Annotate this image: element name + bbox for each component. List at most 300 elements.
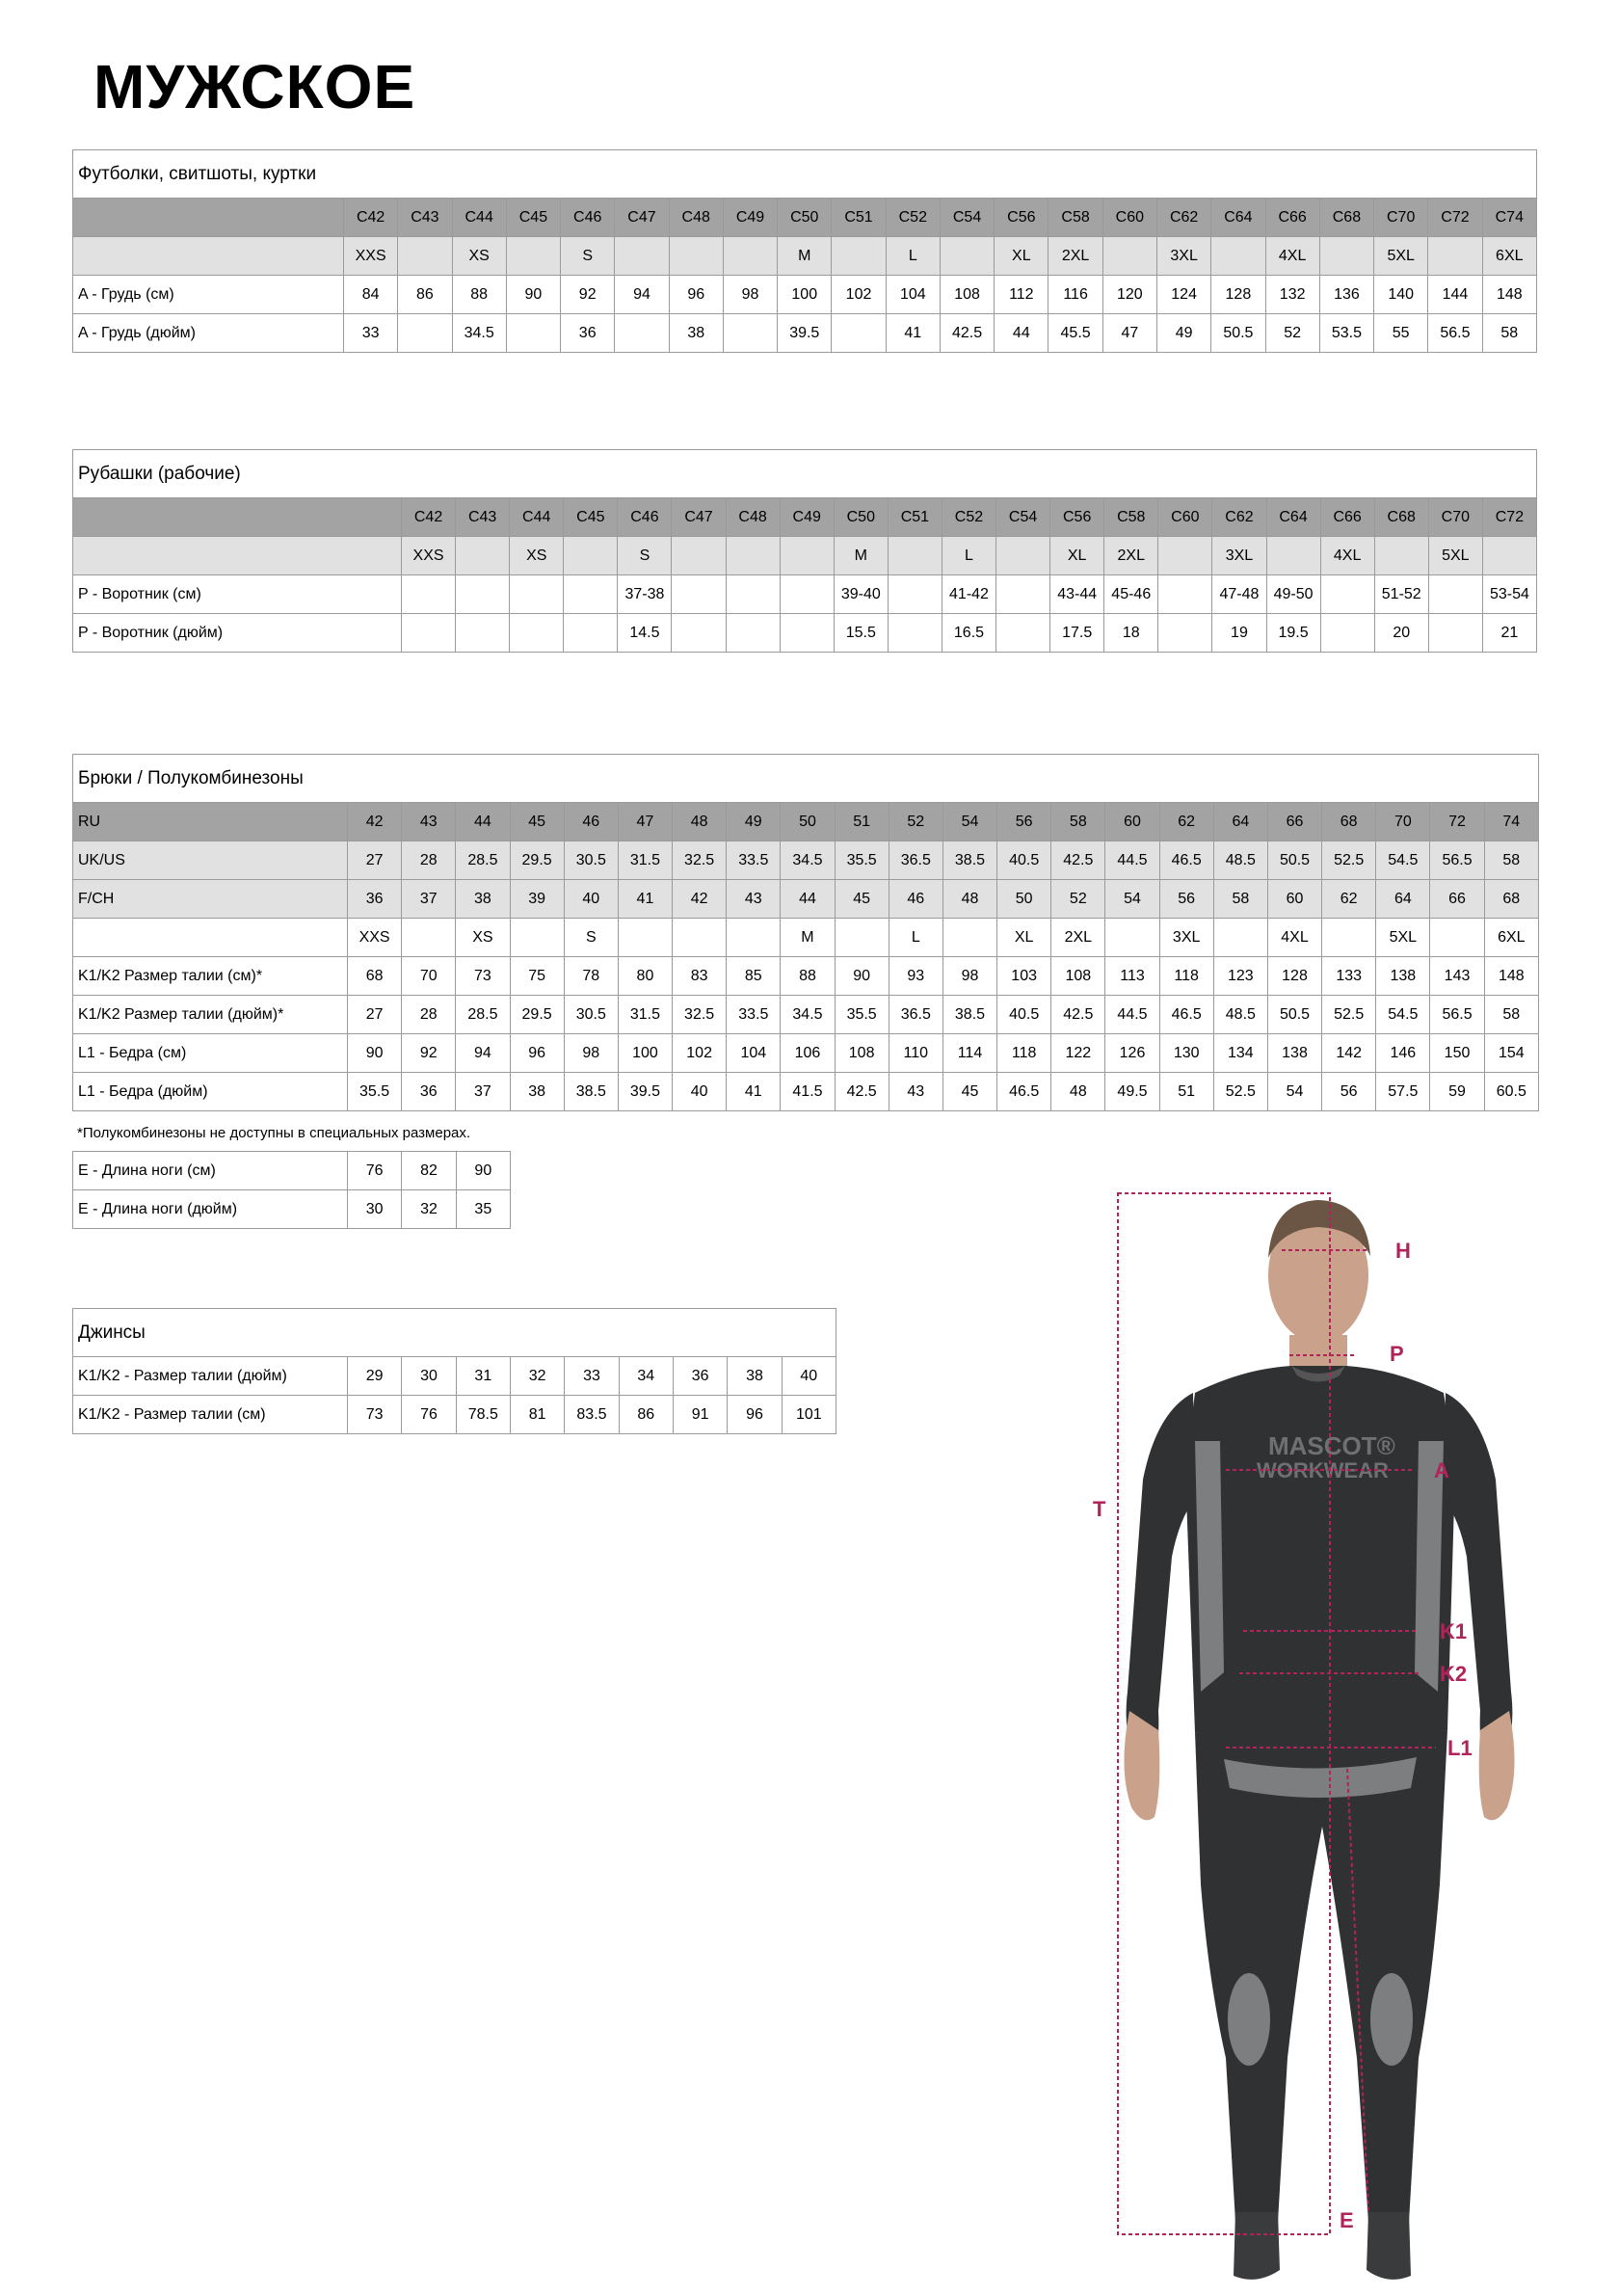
table-cell: 54 (1267, 1073, 1321, 1111)
table-caption: Брюки / Полукомбинезоны (73, 755, 1539, 803)
table-cell (780, 614, 834, 653)
table-cell: XXS (348, 919, 402, 957)
table-cell: C56 (1050, 498, 1104, 537)
table-cell: 124 (1156, 276, 1210, 314)
letter-size-row (73, 237, 1537, 276)
table-cell: 56 (997, 803, 1051, 841)
table-cell: XXS (402, 537, 456, 575)
table-cell: 32.5 (673, 841, 727, 880)
table-cell: 31.5 (618, 841, 672, 880)
row-label: K1/K2 Размер талии (см)* (73, 957, 348, 996)
table-cell: 52 (889, 803, 942, 841)
table-cell: C60 (1158, 498, 1212, 537)
letter-size-row (73, 919, 1539, 957)
table-cell: 36 (402, 1073, 456, 1111)
table-cell: 86 (398, 276, 452, 314)
table-cell: 76 (402, 1396, 456, 1434)
table-cell: 50.5 (1267, 841, 1321, 880)
table-cell: 30.5 (564, 841, 618, 880)
table-cell: 59 (1430, 1073, 1484, 1111)
table-cell: 40 (782, 1357, 836, 1396)
table-cell: 50 (781, 803, 835, 841)
row-label (73, 537, 402, 575)
table-cell (456, 614, 510, 653)
table-cell: 51-52 (1374, 575, 1428, 614)
table-cell: 2XL (1104, 537, 1158, 575)
table-cell: 5XL (1374, 237, 1428, 276)
table-cell: C62 (1212, 498, 1266, 537)
table-cell: 33.5 (727, 996, 781, 1034)
table-cell: 148 (1482, 276, 1536, 314)
table-cell: 83.5 (565, 1396, 619, 1434)
table-cell: 49 (1156, 314, 1210, 353)
table-cell: 46 (889, 880, 942, 919)
table-cell: 34.5 (452, 314, 506, 353)
table-cell: 96 (728, 1396, 782, 1434)
table-cell: 128 (1211, 276, 1265, 314)
table-cell: 20 (1374, 614, 1428, 653)
table-cell: 6XL (1482, 237, 1536, 276)
table-cell: M (778, 237, 832, 276)
leg-length-section (72, 1151, 511, 1229)
table-cell: 52.5 (1213, 1073, 1267, 1111)
table-cell: 104 (727, 1034, 781, 1073)
table-cell: 38.5 (942, 841, 996, 880)
table-cell: 56.5 (1430, 996, 1484, 1034)
table-cell: M (781, 919, 835, 957)
table-cell: 29 (348, 1357, 402, 1396)
table-cell: 38 (456, 880, 510, 919)
table-cell: 64 (1376, 880, 1430, 919)
table-cell: L (886, 237, 940, 276)
table-cell: 42 (673, 880, 727, 919)
table-cell: 30 (348, 1190, 402, 1229)
table-cell: 100 (618, 1034, 672, 1073)
table-cell: S (564, 919, 618, 957)
table-cell: 55 (1374, 314, 1428, 353)
table-caption: Рубашки (рабочие) (73, 450, 1537, 498)
table-cell: C54 (996, 498, 1050, 537)
table-cell: 96 (669, 276, 723, 314)
table-cell (1320, 614, 1374, 653)
knee-panel-left (1370, 1973, 1413, 2066)
table-cell: 46.5 (1159, 996, 1213, 1034)
table-cell (510, 575, 564, 614)
table-cell: 36 (561, 314, 615, 353)
table-cell: 27 (348, 996, 402, 1034)
table-cell (1319, 237, 1373, 276)
row-label (73, 919, 348, 957)
table-cell: 98 (564, 1034, 618, 1073)
table-cell: 116 (1048, 276, 1102, 314)
table-cell: 30.5 (564, 996, 618, 1034)
table-cell (726, 575, 780, 614)
table-cell: C70 (1374, 199, 1428, 237)
jeans-section (72, 1308, 836, 1434)
table-cell: 58 (1484, 996, 1538, 1034)
table-cell (510, 919, 564, 957)
size-code-row (73, 498, 1537, 537)
table-cell: 102 (832, 276, 886, 314)
table-caption: Джинсы (73, 1309, 836, 1357)
table-cell (888, 614, 942, 653)
table-cell: 35.5 (835, 996, 889, 1034)
table-cell: 28 (402, 996, 456, 1034)
table-cell: 3XL (1159, 919, 1213, 957)
table-cell: 90 (348, 1034, 402, 1073)
table-cell (1430, 919, 1484, 957)
table-caption-row (73, 1309, 836, 1357)
table-cell: 133 (1322, 957, 1376, 996)
table-cell (726, 614, 780, 653)
table-cell (1374, 537, 1428, 575)
table-cell: 32 (402, 1190, 456, 1229)
measurement-figure (1050, 1152, 1619, 2291)
table-cell (506, 314, 560, 353)
table-cell: 150 (1430, 1034, 1484, 1073)
table-cell: C51 (888, 498, 942, 537)
table-cell: 51 (835, 803, 889, 841)
row-label: K1/K2 - Размер талии (см) (73, 1396, 348, 1434)
table-cell: 98 (942, 957, 996, 996)
table-cell: 52.5 (1322, 841, 1376, 880)
table-cell: C43 (398, 199, 452, 237)
table-cell: 88 (781, 957, 835, 996)
table-cell: 41.5 (781, 1073, 835, 1111)
table-cell: C70 (1428, 498, 1482, 537)
table-cell (832, 314, 886, 353)
table-cell: 50 (997, 880, 1051, 919)
table-row (73, 1190, 511, 1229)
table-cell: 49.5 (1105, 1073, 1159, 1111)
table-cell: 51 (1159, 1073, 1213, 1111)
table-cell: 36 (673, 1357, 727, 1396)
table-cell: 35.5 (348, 1073, 402, 1111)
table-cell (835, 919, 889, 957)
table-cell: 44 (995, 314, 1048, 353)
table-cell (996, 537, 1050, 575)
table-cell: 34.5 (781, 996, 835, 1034)
table-cell: 108 (835, 1034, 889, 1073)
table-cell: 19 (1212, 614, 1266, 653)
table-cell (398, 237, 452, 276)
table-cell: 43 (727, 880, 781, 919)
table-cell: 31 (456, 1357, 510, 1396)
leg-length-table (72, 1151, 511, 1229)
table-cell: 96 (510, 1034, 564, 1073)
table-cell: 47 (618, 803, 672, 841)
table-cell: 40 (564, 880, 618, 919)
marker-a: A (1434, 1458, 1449, 1482)
table-cell: 62 (1322, 880, 1376, 919)
row-label: L1 - Бедра (дюйм) (73, 1073, 348, 1111)
table-cell: 32.5 (673, 996, 727, 1034)
table-cell (402, 575, 456, 614)
marker-t: T (1093, 1497, 1106, 1521)
table-cell: 53.5 (1319, 314, 1373, 353)
table-cell: C50 (778, 199, 832, 237)
table-cell: 50.5 (1211, 314, 1265, 353)
table-cell: 15.5 (834, 614, 888, 653)
table-cell: 132 (1265, 276, 1319, 314)
table-cell: 82 (402, 1152, 456, 1190)
table-cell: 44.5 (1105, 996, 1159, 1034)
table-cell: 39-40 (834, 575, 888, 614)
table-cell: 47-48 (1212, 575, 1266, 614)
table-cell: 33.5 (727, 841, 781, 880)
table-cell: 154 (1484, 1034, 1538, 1073)
table-cell: 49-50 (1266, 575, 1320, 614)
table-cell: 56.5 (1430, 841, 1484, 880)
table-row (73, 276, 1537, 314)
ru-size-row (73, 803, 1539, 841)
table-cell: 42.5 (835, 1073, 889, 1111)
table-cell (723, 314, 777, 353)
marker-l1: L1 (1447, 1736, 1473, 1760)
table-cell (402, 919, 456, 957)
table-cell: 58 (1482, 314, 1536, 353)
table-cell: C48 (726, 498, 780, 537)
table-cell (996, 614, 1050, 653)
table-cell: 78.5 (456, 1396, 510, 1434)
table-cell: L (942, 537, 995, 575)
table-cell: 52 (1265, 314, 1319, 353)
table-cell (1211, 237, 1265, 276)
table-cell: 70 (402, 957, 456, 996)
table-cell: XS (452, 237, 506, 276)
table-cell: XXS (344, 237, 398, 276)
table-cell: 64 (1213, 803, 1267, 841)
table-cell: 53-54 (1482, 575, 1536, 614)
table-cell: 128 (1267, 957, 1321, 996)
table-cell: C44 (452, 199, 506, 237)
table-cell: C45 (564, 498, 618, 537)
table-cell: 29.5 (510, 841, 564, 880)
table-cell (669, 237, 723, 276)
table-cell: 90 (835, 957, 889, 996)
table-cell: 56 (1322, 1073, 1376, 1111)
table-cell: 74 (1484, 803, 1538, 841)
table-cell (564, 575, 618, 614)
table-cell: 37-38 (618, 575, 672, 614)
table-cell: 113 (1105, 957, 1159, 996)
table-cell: 66 (1430, 880, 1484, 919)
table-cell: 54 (942, 803, 996, 841)
table-cell: XL (995, 237, 1048, 276)
uk-size-row (73, 841, 1539, 880)
table-cell: 39 (510, 880, 564, 919)
table-cell: C58 (1048, 199, 1102, 237)
table-cell: C68 (1374, 498, 1428, 537)
table-cell: 52.5 (1322, 996, 1376, 1034)
table-cell: 46.5 (997, 1073, 1051, 1111)
trousers-table (72, 754, 1539, 1111)
shirt (1185, 1366, 1455, 1745)
table-cell: C72 (1482, 498, 1536, 537)
table-cell: C49 (723, 199, 777, 237)
table-cell: 70 (1376, 803, 1430, 841)
table-cell (615, 314, 669, 353)
table-cell: 42 (348, 803, 402, 841)
table-cell (1213, 919, 1267, 957)
marker-p: P (1390, 1342, 1404, 1366)
table-cell: 45 (835, 880, 889, 919)
table-cell: 43-44 (1050, 575, 1104, 614)
table-cell: 108 (1051, 957, 1105, 996)
table-cell: 36.5 (889, 996, 942, 1034)
table-cell: 118 (1159, 957, 1213, 996)
table-cell: C64 (1211, 199, 1265, 237)
table-cell: 52 (1051, 880, 1105, 919)
table-cell: 46.5 (1159, 841, 1213, 880)
table-cell: 44 (456, 803, 510, 841)
marker-k1: K1 (1440, 1619, 1468, 1643)
table-cell: 28.5 (456, 996, 510, 1034)
table-cell: XL (997, 919, 1051, 957)
table-cell: 40 (673, 1073, 727, 1111)
table-cell (456, 575, 510, 614)
table-cell: 101 (782, 1396, 836, 1434)
row-label (73, 199, 344, 237)
fch-size-row (73, 880, 1539, 919)
table-cell: 42.5 (940, 314, 994, 353)
table-cell: 34.5 (781, 841, 835, 880)
table-cell: C56 (995, 199, 1048, 237)
table-cell: 48 (1051, 1073, 1105, 1111)
table-cell: 38 (669, 314, 723, 353)
table-cell (402, 614, 456, 653)
table-cell: 3XL (1212, 537, 1266, 575)
table-cell: 93 (889, 957, 942, 996)
table-cell: C50 (834, 498, 888, 537)
table-cell (510, 614, 564, 653)
table-cell: 81 (510, 1396, 564, 1434)
table-cell: 54.5 (1376, 996, 1430, 1034)
table-cell (673, 919, 727, 957)
table-cell: 21 (1482, 614, 1536, 653)
table-cell: 60 (1105, 803, 1159, 841)
table-cell: 68 (1484, 880, 1538, 919)
table-cell: L (889, 919, 942, 957)
table-cell: 73 (456, 957, 510, 996)
table-cell: 47 (1102, 314, 1156, 353)
table-cell: C62 (1156, 199, 1210, 237)
table-cell: 85 (727, 957, 781, 996)
table-cell (672, 614, 726, 653)
table-cell: 18 (1104, 614, 1158, 653)
table-cell: 88 (452, 276, 506, 314)
table-cell: 48.5 (1213, 996, 1267, 1034)
table-cell: 38.5 (942, 996, 996, 1034)
table-cell (780, 575, 834, 614)
table-cell: 103 (997, 957, 1051, 996)
table-cell: 50.5 (1267, 996, 1321, 1034)
table-cell: XS (510, 537, 564, 575)
trousers-section (72, 754, 1539, 1111)
table-cell (1102, 237, 1156, 276)
table-cell: 114 (942, 1034, 996, 1073)
table-cell: 56 (1159, 880, 1213, 919)
right-foot (1234, 2212, 1280, 2280)
table-cell: 138 (1267, 1034, 1321, 1073)
table-cell (564, 614, 618, 653)
table-cell (615, 237, 669, 276)
table-cell: 44.5 (1105, 841, 1159, 880)
row-label: F/CH (73, 880, 348, 919)
table-cell: 39.5 (778, 314, 832, 353)
trousers-footnote: *Полукомбинезоны не доступны в специальных размерах. (77, 1125, 471, 1141)
table-cell: 142 (1322, 1034, 1376, 1073)
table-row (73, 957, 1539, 996)
left-foot (1367, 2212, 1411, 2280)
table-cell: C72 (1428, 199, 1482, 237)
table-cell: 36 (348, 880, 402, 919)
table-cell: 45.5 (1048, 314, 1102, 353)
table-cell: C68 (1319, 199, 1373, 237)
jeans-table (72, 1308, 836, 1434)
table-cell: C74 (1482, 199, 1536, 237)
table-cell: 146 (1376, 1034, 1430, 1073)
shirt-logo-line2: WORKWEAR (1257, 1458, 1389, 1482)
table-cell: 42.5 (1051, 996, 1105, 1034)
table-cell: 68 (348, 957, 402, 996)
table-cell: 37 (456, 1073, 510, 1111)
table-cell (1322, 919, 1376, 957)
table-cell: 68 (1322, 803, 1376, 841)
table-cell: 33 (565, 1357, 619, 1396)
table-cell: C47 (672, 498, 726, 537)
table-cell: 94 (615, 276, 669, 314)
table-row (73, 1152, 511, 1190)
table-cell: 118 (997, 1034, 1051, 1073)
table-row (73, 1357, 836, 1396)
table-cell: 17.5 (1050, 614, 1104, 653)
table-cell: 41-42 (942, 575, 995, 614)
table-cell: 14.5 (618, 614, 672, 653)
table-cell (1428, 614, 1482, 653)
table-cell: 5XL (1428, 537, 1482, 575)
row-label: P - Воротник (дюйм) (73, 614, 402, 653)
shirts-section (72, 449, 1537, 653)
table-cell: 92 (402, 1034, 456, 1073)
table-cell: 123 (1213, 957, 1267, 996)
table-cell (1266, 537, 1320, 575)
table-cell (726, 537, 780, 575)
table-cell: 28 (402, 841, 456, 880)
table-cell (618, 919, 672, 957)
table-row (73, 1034, 1539, 1073)
table-cell: 19.5 (1266, 614, 1320, 653)
table-cell (1158, 614, 1212, 653)
table-cell: 120 (1102, 276, 1156, 314)
table-cell: 48 (673, 803, 727, 841)
table-cell: 39.5 (618, 1073, 672, 1111)
table-cell: 91 (673, 1396, 727, 1434)
table-cell: 48.5 (1213, 841, 1267, 880)
table-cell: 43 (402, 803, 456, 841)
table-cell (1158, 575, 1212, 614)
table-cell: 45-46 (1104, 575, 1158, 614)
row-label: E - Длина ноги (см) (73, 1152, 348, 1190)
table-cell: C60 (1102, 199, 1156, 237)
table-cell: 44 (781, 880, 835, 919)
table-cell: 33 (344, 314, 398, 353)
table-cell: C66 (1320, 498, 1374, 537)
table-cell: 86 (619, 1396, 673, 1434)
table-cell: 98 (723, 276, 777, 314)
table-cell: 108 (940, 276, 994, 314)
table-cell: 80 (618, 957, 672, 996)
